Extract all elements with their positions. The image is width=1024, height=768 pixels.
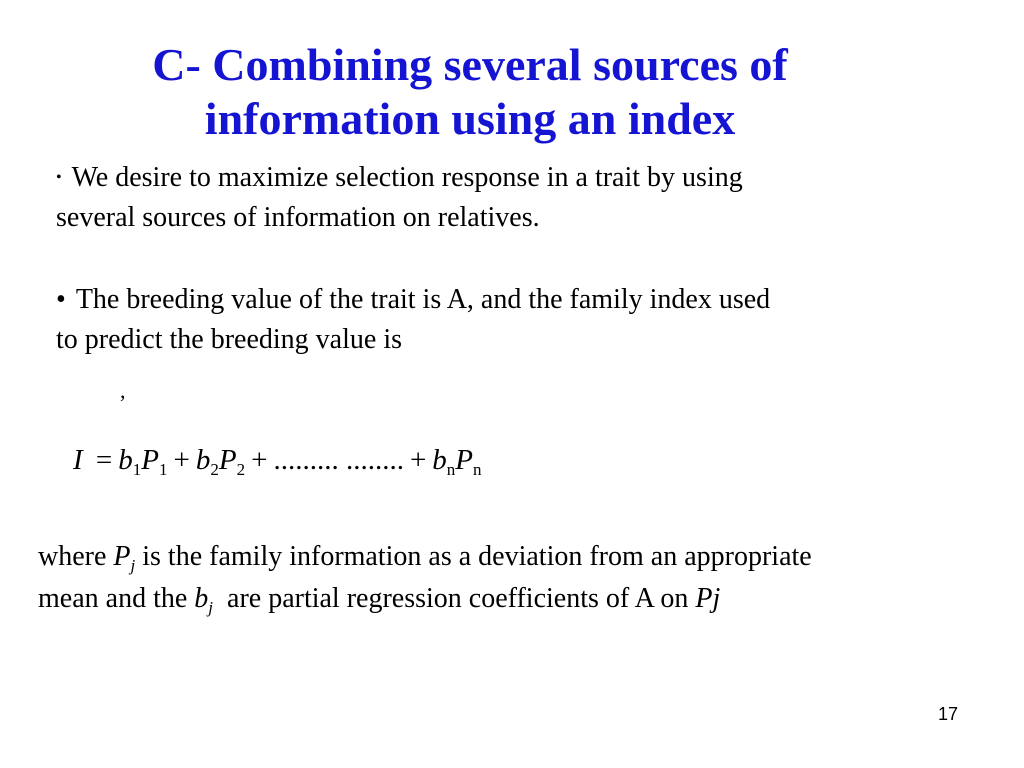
- coef-b2-sub: 2: [210, 460, 219, 479]
- equation-lhs: I: [73, 444, 83, 476]
- var-p2: P: [218, 444, 237, 476]
- title-line-2: information using an index: [204, 93, 736, 144]
- coef-b1: b: [118, 444, 133, 476]
- paragraph-2-line-1: The breeding value of the trait is A, and the family index used: [75, 284, 771, 315]
- coef-b1-sub: 1: [132, 460, 142, 479]
- paragraph-1-line-1: We desire to maximize selection response in a trait by using: [71, 162, 743, 193]
- definition-text-3: are partial regression coefficients of A on: [227, 583, 689, 614]
- bj-subscript: j: [208, 598, 214, 617]
- plus-sign: +: [409, 444, 427, 476]
- slide-title: [60, 38, 880, 146]
- bullet-paragraph-1: [56, 158, 956, 238]
- definition-text-2: mean and the: [38, 583, 188, 614]
- plus-sign: +: [173, 444, 190, 476]
- coef-bn-sub: n: [446, 460, 456, 479]
- paragraph-1-line-2: several sources of information on relatives.: [56, 202, 540, 233]
- var-pn-sub: n: [473, 460, 482, 479]
- definition-text-1: is the family information as a deviation from an appropriate: [142, 541, 812, 572]
- var-pn: P: [455, 444, 474, 476]
- where-word: where: [38, 541, 107, 572]
- var-p1-sub: 1: [159, 460, 168, 479]
- stray-comma: ,: [120, 378, 126, 403]
- title-line-1: C- Combining several sources of: [152, 39, 788, 90]
- ellipsis-dots: ......... ........: [273, 444, 404, 476]
- page-number: 17: [938, 704, 959, 724]
- var-p2-sub: 2: [236, 460, 246, 479]
- paragraph-2-line-2: to predict the breeding value is: [56, 324, 402, 355]
- coef-bn: b: [432, 444, 447, 476]
- pj-subscript: j: [130, 556, 136, 575]
- index-equation: [73, 438, 482, 482]
- equals-sign: =: [95, 444, 113, 476]
- coef-b2: b: [195, 444, 211, 476]
- bullet-icon: •: [56, 169, 62, 186]
- bullet-paragraph-2: [56, 280, 976, 360]
- bj-variable: b: [194, 583, 209, 614]
- definition-paragraph: [38, 536, 1013, 620]
- plus-sign: +: [251, 444, 268, 476]
- pj-variable: P: [113, 541, 131, 572]
- var-p1: P: [141, 444, 159, 476]
- bullet-icon: •: [56, 284, 66, 315]
- pj-variable-end: Pj: [695, 583, 721, 614]
